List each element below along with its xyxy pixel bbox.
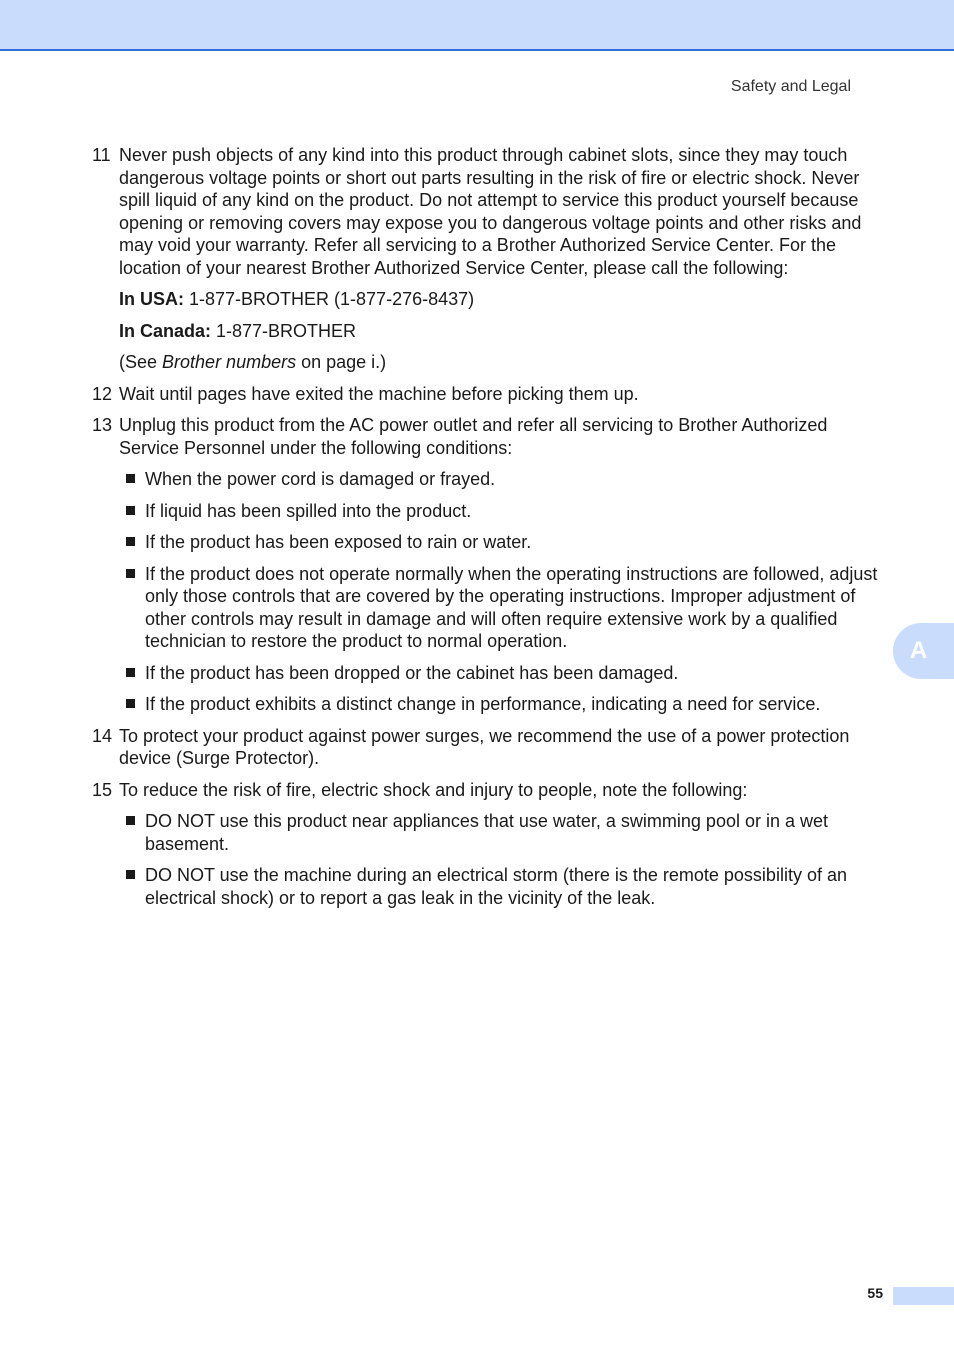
list-item bbox=[92, 662, 882, 685]
conditions-list bbox=[92, 468, 882, 716]
item-number: 15 bbox=[92, 779, 113, 800]
item-number: 11 bbox=[92, 145, 111, 165]
bullet-text: When the power cord is damaged or frayed. bbox=[145, 469, 496, 489]
canada-label: In Canada: bbox=[119, 320, 212, 341]
bullet-text: If the product has been dropped or the cabinet has been damaged. bbox=[145, 662, 679, 683]
item-number: 13 bbox=[92, 415, 113, 435]
safety-instructions-list bbox=[92, 144, 882, 918]
header-band bbox=[0, 0, 954, 51]
square-bullet-icon bbox=[126, 569, 135, 578]
item-number: 12 bbox=[92, 383, 113, 404]
instruction-item-11 bbox=[92, 144, 882, 374]
bullet-text: DO NOT use this product near appliances that use water, a swimming pool or in a wet basement. bbox=[145, 811, 828, 854]
canada-phone-line bbox=[119, 320, 882, 343]
square-bullet-icon bbox=[126, 474, 135, 483]
item-number: 14 bbox=[92, 725, 113, 746]
bullet-text: DO NOT use the machine during an electrical storm (there is the remote possibility of an electrical shock) or to report a gas leak in the vicinity of the leak. bbox=[145, 865, 847, 908]
list-item bbox=[92, 468, 882, 491]
square-bullet-icon bbox=[126, 537, 135, 546]
usa-phone-line bbox=[119, 288, 882, 311]
instruction-item-12 bbox=[92, 383, 882, 406]
see-reference bbox=[119, 351, 882, 374]
list-item bbox=[92, 563, 882, 653]
page-number: 55 bbox=[867, 1285, 883, 1301]
item-text: Wait until pages have exited the machine before picking them up. bbox=[119, 383, 639, 404]
canada-phone: 1-877-BROTHER bbox=[211, 320, 357, 341]
item-text: Unplug this product from the AC power outlet and refer all servicing to Brother Authorized Service Personnel under the following conditions: bbox=[119, 415, 828, 458]
see-suffix: on page i.) bbox=[296, 352, 387, 372]
square-bullet-icon bbox=[126, 870, 135, 879]
instruction-item-14 bbox=[92, 725, 882, 770]
usa-label: In USA: bbox=[119, 289, 184, 309]
bullet-text: If the product does not operate normally when the operating instructions are followed, adjust only those controls that are covered by the operating instructions. Improper adjustment of other controls may result in damage and will often require extensive work by a qualified technician to restore the product to normal operation. bbox=[145, 563, 878, 651]
list-item bbox=[92, 500, 882, 523]
item-text: To protect your product against power surges, we recommend the use of a power protection device (Surge Protector). bbox=[119, 725, 850, 768]
see-italic-ref: Brother numbers bbox=[162, 352, 297, 372]
precautions-list bbox=[92, 810, 882, 909]
running-header: Safety and Legal bbox=[730, 78, 851, 95]
square-bullet-icon bbox=[126, 699, 135, 708]
list-item bbox=[92, 810, 882, 855]
see-prefix: (See bbox=[119, 352, 163, 372]
bullet-text: If the product exhibits a distinct change in performance, indicating a need for service. bbox=[145, 694, 821, 714]
appendix-tab: A bbox=[893, 623, 954, 679]
footer-bar bbox=[893, 1287, 954, 1305]
bullet-text: If the product has been exposed to rain or water. bbox=[145, 532, 532, 552]
list-item bbox=[92, 693, 882, 716]
bullet-text: If liquid has been spilled into the product. bbox=[145, 500, 472, 521]
item-text: Never push objects of any kind into this product through cabinet slots, since they may touch dangerous voltage points or short out parts resulting in the risk of fire or electric shock. Never spill liquid of any kind on the product. Do not attempt to service this product yourself because opening or removing covers may expose you to dangerous voltage points and other risks and may void your warranty. Refer all servicing to a Brother Authorized Service Center. For the location of your nearest Brother Authorized Service Center, please call the following: bbox=[119, 145, 862, 278]
instruction-item-15 bbox=[92, 779, 882, 910]
usa-phone: 1-877-BROTHER (1-877-276-8437) bbox=[184, 289, 475, 309]
list-item bbox=[92, 864, 882, 909]
list-item bbox=[92, 531, 882, 554]
square-bullet-icon bbox=[126, 816, 135, 825]
square-bullet-icon bbox=[126, 506, 135, 515]
square-bullet-icon bbox=[126, 668, 135, 677]
item-text: To reduce the risk of fire, electric shock and injury to people, note the following: bbox=[119, 779, 748, 800]
instruction-item-13 bbox=[92, 414, 882, 716]
